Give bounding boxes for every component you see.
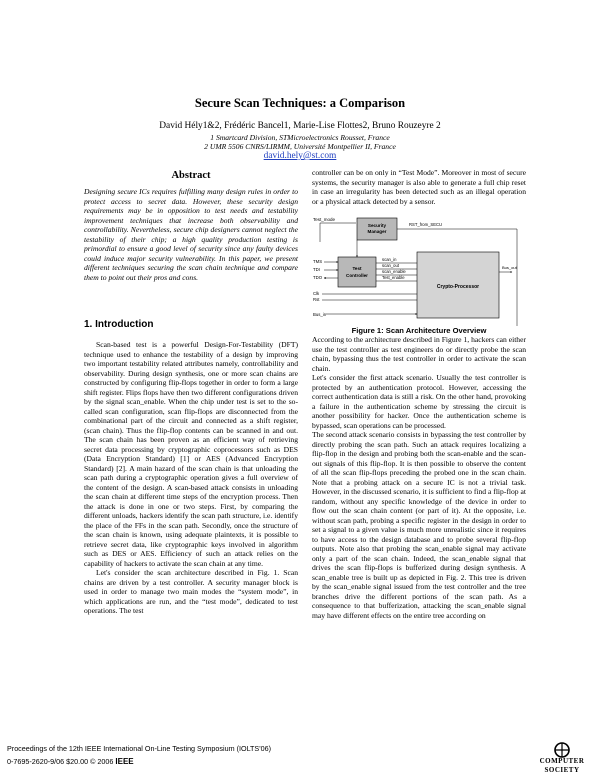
footer-proceedings: Proceedings of the 12th IEEE International On-Line Testing Symposium (IOLTS'06) — [7, 744, 271, 753]
introduction-body — [84, 340, 298, 616]
introduction-heading: 1. Introduction — [84, 319, 154, 330]
paper-title: Secure Scan Techniques: a Comparison — [194, 96, 406, 110]
test-controller-block — [338, 257, 376, 287]
ieee-logo: IEEE — [115, 757, 134, 766]
author-email[interactable]: david.hely@st.com — [263, 151, 337, 161]
right-paragraph-top: controller can be on only in “Test Mode”. Moreover in most of secure systems, the security manager is also able to generate a full chip reset in case an irregularity has been detected such as an illegal operation or a physical attack detected by a sensor. — [312, 168, 526, 206]
paper-authors: David Hély1&2, Frédéric Bancel1, Marie-Lise Flottes2, Bruno Rouzeyre 2 — [159, 121, 441, 131]
label-test-enable: Test_enable — [382, 275, 405, 280]
right-column-top — [312, 168, 526, 206]
affiliation-1: 1 Smartcard Division, STMicroelectronics Rousset, France — [210, 133, 390, 142]
affiliation-2: 2 UMR 5506 CNRS/LIRMM, Université Montpellier II, France — [204, 142, 396, 151]
label-tms: TMS — [313, 259, 323, 264]
intro-paragraph-2: Let's consider the scan architecture described in Fig. 1. Scan chains are driven by a test controller. A security manager block is used in order to manage two main modes the “system mode”, in which applications are run, and the “test mode”, dedicated to test operations. The test — [84, 568, 298, 615]
abstract-heading: Abstract — [171, 170, 211, 181]
right-paragraph-3: The second attack scenario consists in bypassing the test controller by directly probing the scan path. Such an attack requires localizing a flip-flop in the design and probing both the scan-enable and the scan-out signals of this flip-flop. It is then possible to observe the content of all the scan flip-flops preceding the probed one in the scan chain. Note that a probing attack on a secure IC is not a trivial task. However, in the discussed scenario, it is sufficient to find a flip-flop at random, without any specific knowledge of the device in order to flow out the scan chain content (or part of it). At the opposite, i.e. without scan path, probing a specific register in the design in order to set a signal to a given value is much more unrealistic since it requires to have access to the design database and to probe several flip-flop outputs. Note also that probing the scan_enable signal may activate only a part of the scan chain. Indeed, the scan_enable signal that drives the scan flip-flops is bufferized during design synthesis. A scan_enable tree is built up as depicted in Fig. 2. This tree is driven by the scan_enable signal issued from the test controller and the tree branches drive the different portions of the scan path. As a consequence to that bufferization, attacking the scan_enable signal may have different effects on the entire tree according on — [312, 430, 526, 620]
label-security-manager-2: Manager — [367, 229, 387, 234]
label-rst-from-secu: RST_from_SECU — [409, 222, 443, 227]
computer-society-text-2: SOCIETY — [544, 766, 580, 774]
label-security-manager: Security — [367, 223, 387, 228]
label-test-controller-2: Controller — [346, 273, 368, 278]
label-bus-out: Bus_out — [502, 265, 517, 270]
abstract-text — [84, 187, 298, 282]
label-scan-in: scan_in — [382, 257, 397, 262]
label-clk: Clk — [313, 291, 320, 296]
figure-caption: Figure 1: Scan Architecture Overview — [351, 326, 487, 335]
footer-isbn — [7, 757, 134, 766]
abstract-paragraph: Designing secure ICs requires fulfilling many design rules in order to protect access to secret data. However, these security design requirements may be in opposition to test needs and testability improvement techniques that increase both observability and controllability. Nevertheless, secure chip designers cannot neglect the testability of their chip; a high quality production testing is primordial to ensure a good level of security since any faulty devices could induce major security vulnerability. In this paper, we present different techniques securing the scan chain technique and compare them to point out their pros and cons. — [84, 187, 298, 282]
scan-architecture-figure — [312, 214, 526, 326]
computer-society-text-1: COMPUTER — [539, 757, 585, 765]
label-bus-in: Bus_in — [313, 312, 327, 317]
label-test-mode: Test_mode — [313, 217, 336, 222]
label-test-controller: Test — [352, 266, 362, 271]
label-tdi: TDI — [313, 267, 320, 272]
right-paragraph-2: Let's consider the first attack scenario. Usually the test controller is protected by an authentication protocol. However, accessing the correct authentication data is still a risk. On the other hand, provoking a failure in the authentication scheme by stressing the circuit is another possibility for hacker. Once the authentication scheme is bypassed, scan operations can be processed. — [312, 373, 526, 430]
label-scan-out: scan_out — [382, 263, 399, 268]
right-paragraph-1: According to the architecture described in Figure 1, hackers can either use the test controller as test engineers do or directly probe the scan chain, bypassing thus the test controller in order to activate the scan chain. — [312, 335, 526, 373]
footer-isbn-text: 0-7695-2620-9/06 $20.00 © 2006 — [7, 757, 114, 766]
right-column-body — [312, 335, 526, 620]
label-rst: Rst — [313, 297, 320, 302]
label-crypto-processor: Crypto-Processor — [436, 284, 480, 290]
intro-paragraph-1: Scan-based test is a powerful Design-For-Testability (DFT) technique used to enhance the testability of a design by improving two important testability related attributes namely, controllability and observability. During design synthesis, one or more scan chains are constructed by configuring flip-flops together in order to form a large shift register. Flips flops have then two different configurations driven by the signal scan_enable. When the chip under test is set to the so-called scan configuration, scan flip-flops are disconnected from the combinational part of the circuit and connected as a shift register, (scan chain). Thus the flip-flop contents can be scanned in and out. The scan chain has been proven as an efficient way of retrieving secret data processing by cryptographic coprocessors such as DES (Data Encryption Standard) [1] or AES (Advanced Encryption Standard) [2]. A main hazard of the scan chain is that unloading the scan path during a cryptographic operation gives a full overview of the content of the design. A scan-based attack consists in unloading the scan chain at different time steps of the encryption process. Then the attack is done in one or two steps. First, by comparing the different unloads, hackers identify the scan path structure, i.e. identify the place of the FFs in the scan path. Secondly, once the structure of the scan chain is known, using adequate plaintexts, it is possible to retrieve secret data, like cryptographic keys involved in algorithm such as DES or AES. Efficiency of such an attack relies on the capability of hackers to activate the scan chain at any time. — [84, 340, 298, 568]
label-scan-enable: scan_enable — [382, 269, 406, 274]
label-tdo: TDO — [313, 275, 323, 280]
